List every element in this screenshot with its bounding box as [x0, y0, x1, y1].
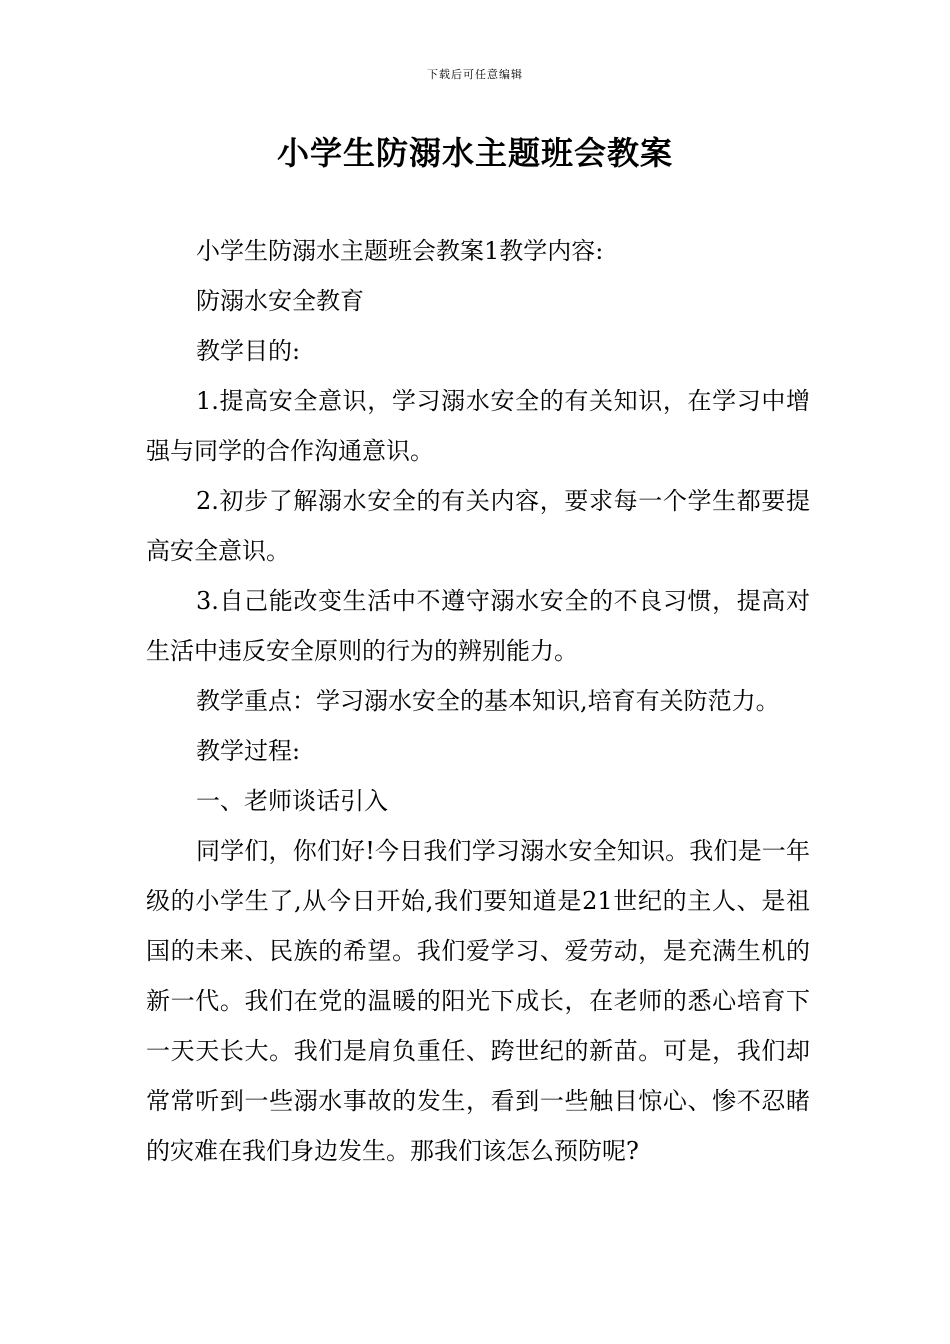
paragraph-topic: 防溺水安全教育 — [196, 287, 364, 315]
paragraph-intro-talk: 同学们，你们好!今日我们学习溺水安全知识。我们是一年级的小学生了,从今日开始,我们要知道是21世纪的主人、是祖国的未来、民族的希望。我们爱学习、爱劳动，是充满生机的新一代。我们在党的温暖的阳光下成长，在老师的悉心培育下一天天长大。我们是肩负重任、跨世纪的新苗。可是，我们却常常听到一些溺水事故的发生，看到一些触目惊心、惨不忍睹的灾难在我们身边发生。那我们该怎么预防呢? — [146, 837, 810, 1165]
paragraph-process-heading: 教学过程: — [196, 737, 301, 765]
document-body — [146, 226, 810, 1176]
paragraph-objective-2: 2.初步了解溺水安全的有关内容，要求每一个学生都要提高安全意识。 — [146, 487, 810, 565]
document-title: 小学生防溺水主题班会教案 — [276, 134, 673, 172]
paragraph-key-points: 教学重点：学习溺水安全的基本知识,培育有关防范力。 — [196, 687, 780, 715]
paragraph-section-1: 一、老师谈话引入 — [196, 787, 388, 815]
paragraph-objectives-heading: 教学目的: — [196, 337, 301, 365]
paragraph-objective-3: 3.自己能改变生活中不遵守溺水安全的不良习惯，提高对生活中违反安全原则的行为的辨别能力。 — [146, 587, 810, 665]
paragraph-lesson-content: 小学生防溺水主题班会教案1教学内容: — [196, 237, 604, 265]
paragraph-objective-1: 1.提高安全意识，学习溺水安全的有关知识，在学习中增强与同学的合作沟通意识。 — [146, 387, 810, 465]
header-note: 下载后可任意编辑 — [427, 68, 523, 81]
